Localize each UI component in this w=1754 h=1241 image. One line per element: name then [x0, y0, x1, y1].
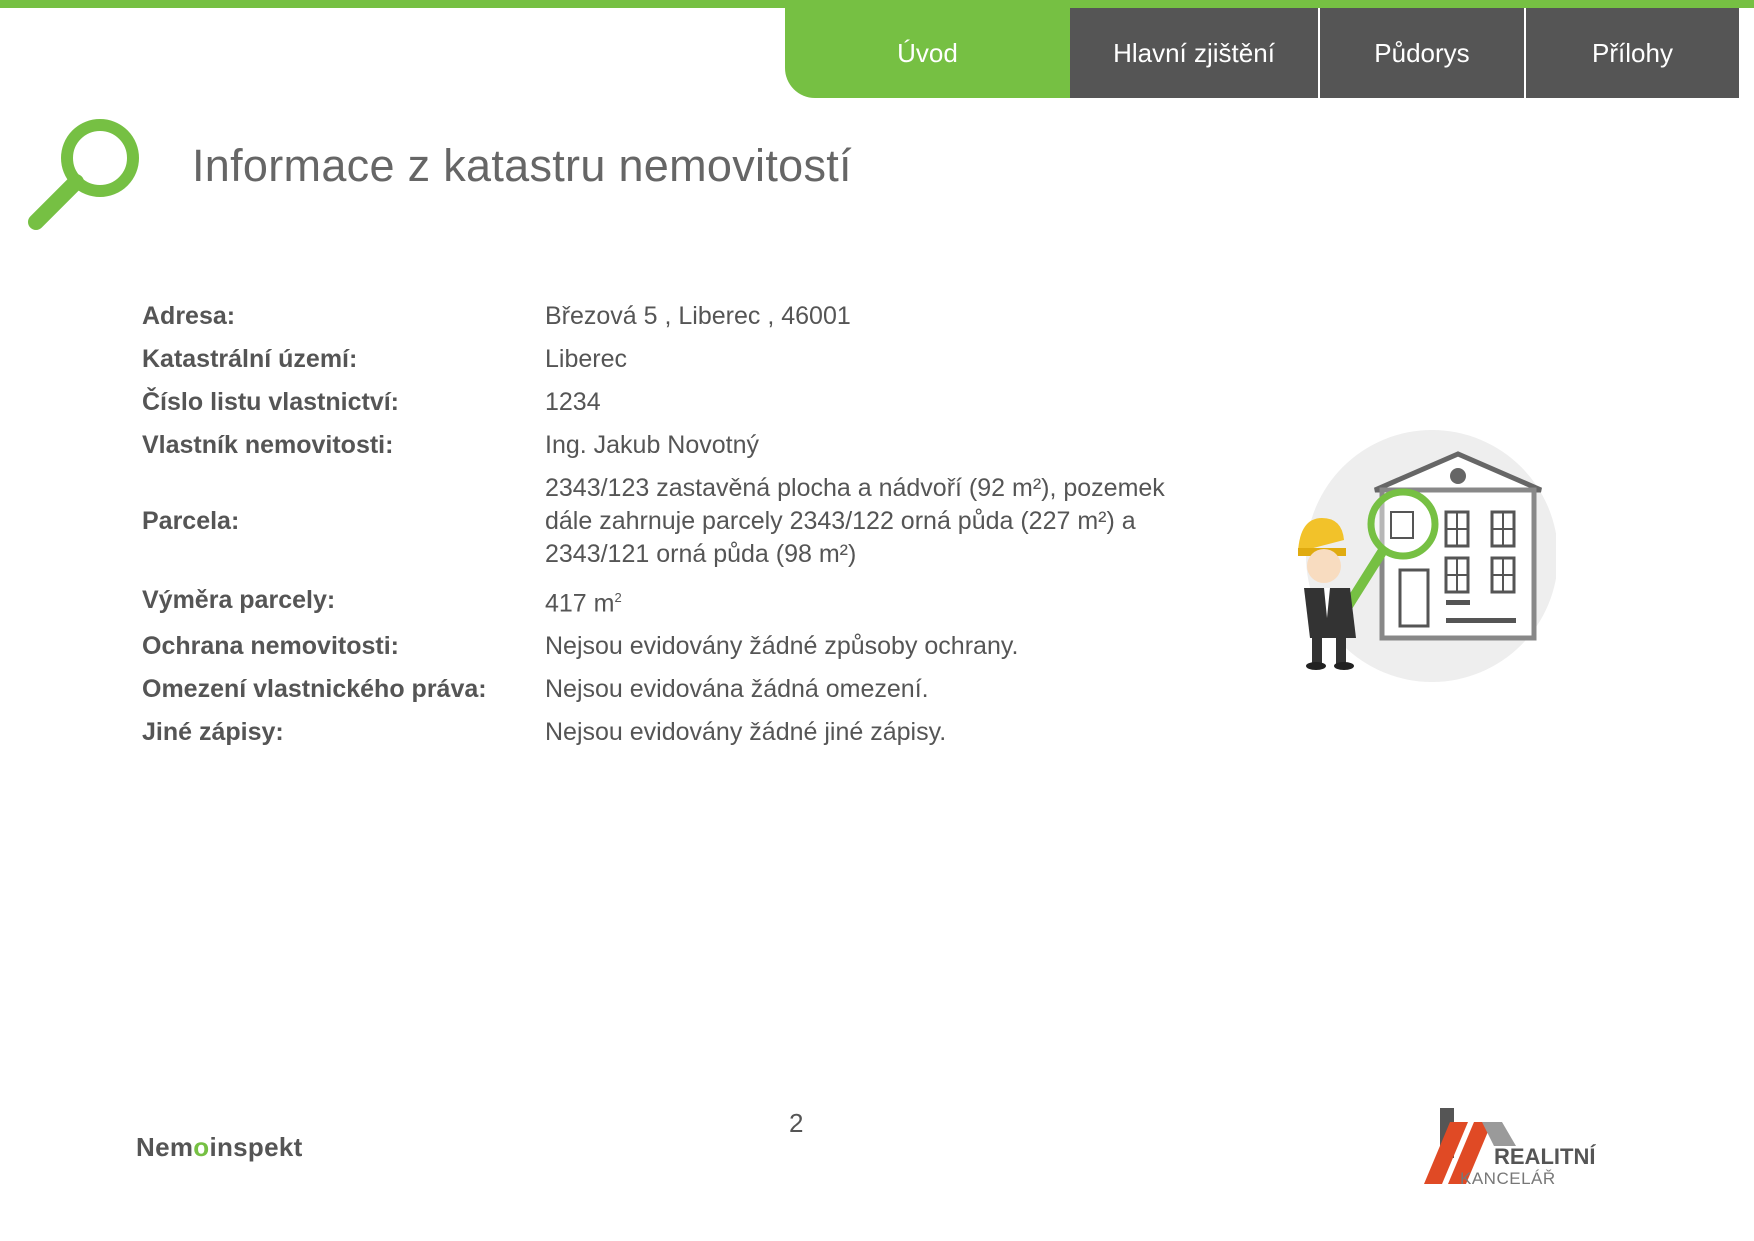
tab-label: Přílohy — [1592, 37, 1673, 68]
info-value: Nejsou evidovány žádné způsoby ochrany. — [545, 632, 1019, 661]
info-label: Omezení vlastnického práva: — [142, 675, 487, 704]
info-value: 2343/123 zastavěná plocha a nádvoří (92 m²), pozemek dále zahrnuje parcely 2343/122 orná půda (227 m²) a 2343/121 orná půda (98 m²) — [545, 474, 1165, 568]
info-label: Výměra parcely: — [142, 586, 336, 615]
info-value: 1234 — [545, 388, 601, 416]
cadastre-info-list — [142, 300, 1212, 759]
info-label: Parcela: — [142, 507, 240, 535]
tab-uvod[interactable] — [785, 8, 1070, 98]
logo-text-part: Nem — [136, 1132, 194, 1162]
tab-label: Hlavní zjištění — [1113, 37, 1275, 68]
info-value: Ing. Jakub Novotný — [545, 431, 760, 459]
info-label: Adresa: — [142, 302, 236, 330]
realitni-kancelar-logo — [1424, 1104, 1604, 1194]
tab-prilohy[interactable] — [1526, 8, 1739, 98]
magnifier-icon — [26, 118, 150, 242]
top-accent-bar — [0, 0, 1754, 8]
info-row-parcel-area — [142, 581, 1212, 620]
page-title: Informace z katastru nemovitostí — [192, 140, 852, 191]
info-row-protection — [142, 630, 1212, 663]
tab-label: Půdorys — [1374, 37, 1470, 68]
page-number: 2 — [789, 1108, 804, 1138]
info-value: Nejsou evidovány žádné jiné zápisy. — [545, 718, 947, 747]
logo-word-realitni: REALITNÍ — [1494, 1144, 1596, 1169]
tab-bar — [785, 8, 1739, 98]
info-label: Číslo listu vlastnictví: — [142, 388, 400, 416]
info-value: Nejsou evidována žádná omezení. — [545, 675, 929, 704]
info-label: Katastrální území: — [142, 345, 358, 373]
info-label: Jiné zápisy: — [142, 718, 284, 747]
tab-pudorys[interactable] — [1320, 8, 1526, 98]
info-row-ownership-restriction — [142, 673, 1212, 706]
info-row-parcel — [142, 472, 1212, 571]
inspector-house-illustration — [1290, 428, 1556, 684]
info-value: Březová 5 , Liberec , 46001 — [545, 302, 851, 330]
logo-text-accent: o — [193, 1132, 210, 1162]
tab-hlavni-zjisteni[interactable] — [1070, 8, 1320, 98]
area-unit-superscript: 2 — [614, 590, 622, 605]
info-row-ownership-sheet — [142, 386, 1212, 419]
logo-word-kancelar: KANCELÁŘ — [1460, 1169, 1556, 1188]
info-row-owner — [142, 429, 1212, 462]
logo-text-part: inspekt — [209, 1132, 303, 1162]
info-value: Liberec — [545, 345, 627, 373]
info-label: Vlastník nemovitosti: — [142, 431, 394, 459]
info-value — [545, 581, 1205, 620]
area-value: 417 m — [545, 589, 615, 618]
info-label: Ochrana nemovitosti: — [142, 632, 399, 661]
nemoinspekt-logo — [136, 1132, 303, 1163]
info-row-address — [142, 300, 1212, 333]
info-row-other-records — [142, 716, 1212, 749]
info-row-cadastral-area — [142, 343, 1212, 376]
tab-label: Úvod — [897, 37, 958, 68]
